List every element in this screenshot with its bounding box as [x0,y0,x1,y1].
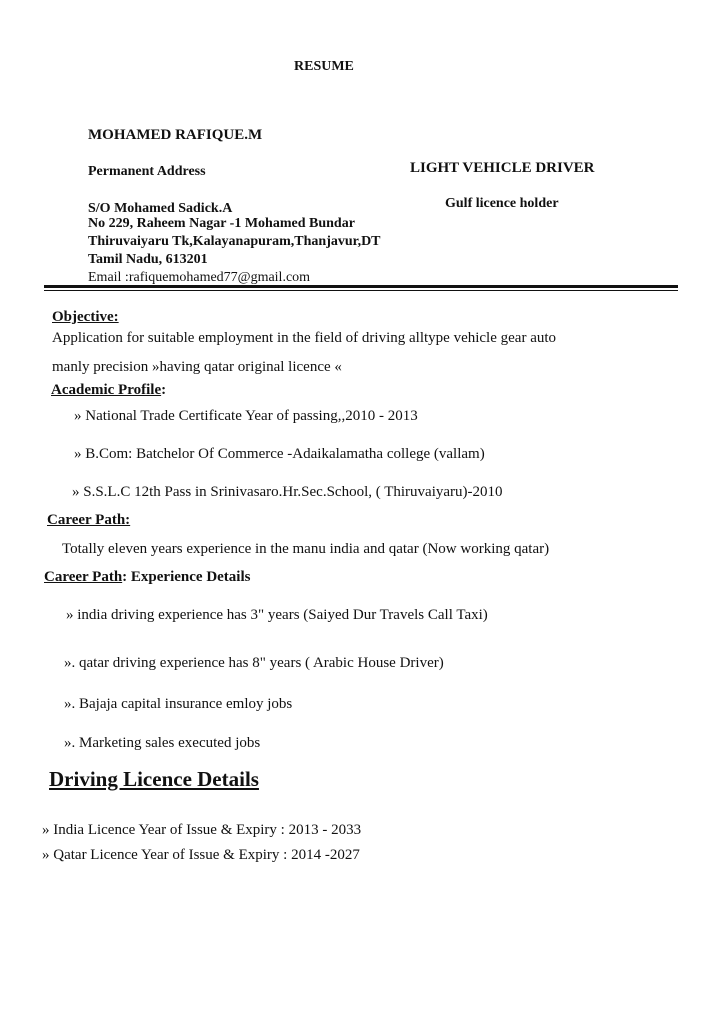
email: Email :rafiquemohamed77@gmail.com [88,270,311,285]
experience-item: » india driving experience has 3" years (Saiyed Dur Travels Call Taxi) [66,607,488,623]
licence-heading: Driving Licence Details [49,767,259,791]
objective-text: Application for suitable employment in the field of driving alltype vehicle gear auto [52,330,557,346]
address-line: S/O Mohamed Sadick.A [88,201,233,216]
academic-item: » National Trade Certificate Year of passing,,2010 - 2013 [74,408,418,424]
address-line: No 229, Raheem Nagar -1 Mohamed Bundar [88,216,355,231]
academic-heading-colon: : [161,382,167,398]
document-title: RESUME [294,59,354,74]
career-path-text: Totally eleven years experience in the manu india and qatar (Now working qatar) [62,541,550,557]
job-title: LIGHT VEHICLE DRIVER [410,160,595,176]
career-path-heading: Career Path: [47,512,131,528]
experience-item: ». Marketing sales executed jobs [64,735,261,751]
academic-item: » S.S.L.C 12th Pass in Srinivasaro.Hr.Sec.School, ( Thiruvaiyaru)-2010 [72,484,503,500]
licence-item: » Qatar Licence Year of Issue & Expiry : 2014 -2027 [42,847,360,863]
address-line: Tamil Nadu, 613201 [88,252,208,267]
permanent-address-label: Permanent Address [88,164,206,179]
experience-heading [44,569,250,586]
academic-heading-label: Academic Profile [51,382,162,398]
licence-item: » India Licence Year of Issue & Expiry : 2013 - 2033 [42,822,362,838]
experience-heading-rest: : Experience Details [122,569,251,585]
license-note: Gulf licence holder [445,196,559,211]
academic-heading [51,382,166,399]
experience-heading-label: Career Path [44,569,123,585]
header-divider [44,285,678,288]
experience-item: ». Bajaja capital insurance emloy jobs [64,696,293,712]
experience-item: ». qatar driving experience has 8" years ( Arabic House Driver) [64,655,444,671]
address-line: Thiruvaiyaru Tk,Kalayanapuram,Thanjavur,DT [88,234,381,249]
objective-text: manly precision »having qatar original licence « [52,359,342,375]
applicant-name: MOHAMED RAFIQUE.M [88,127,263,143]
academic-item: » B.Com: Batchelor Of Commerce -Adaikalamatha college (vallam) [74,446,485,462]
objective-heading: Objective: [52,309,119,325]
header-divider-thin [44,290,678,291]
